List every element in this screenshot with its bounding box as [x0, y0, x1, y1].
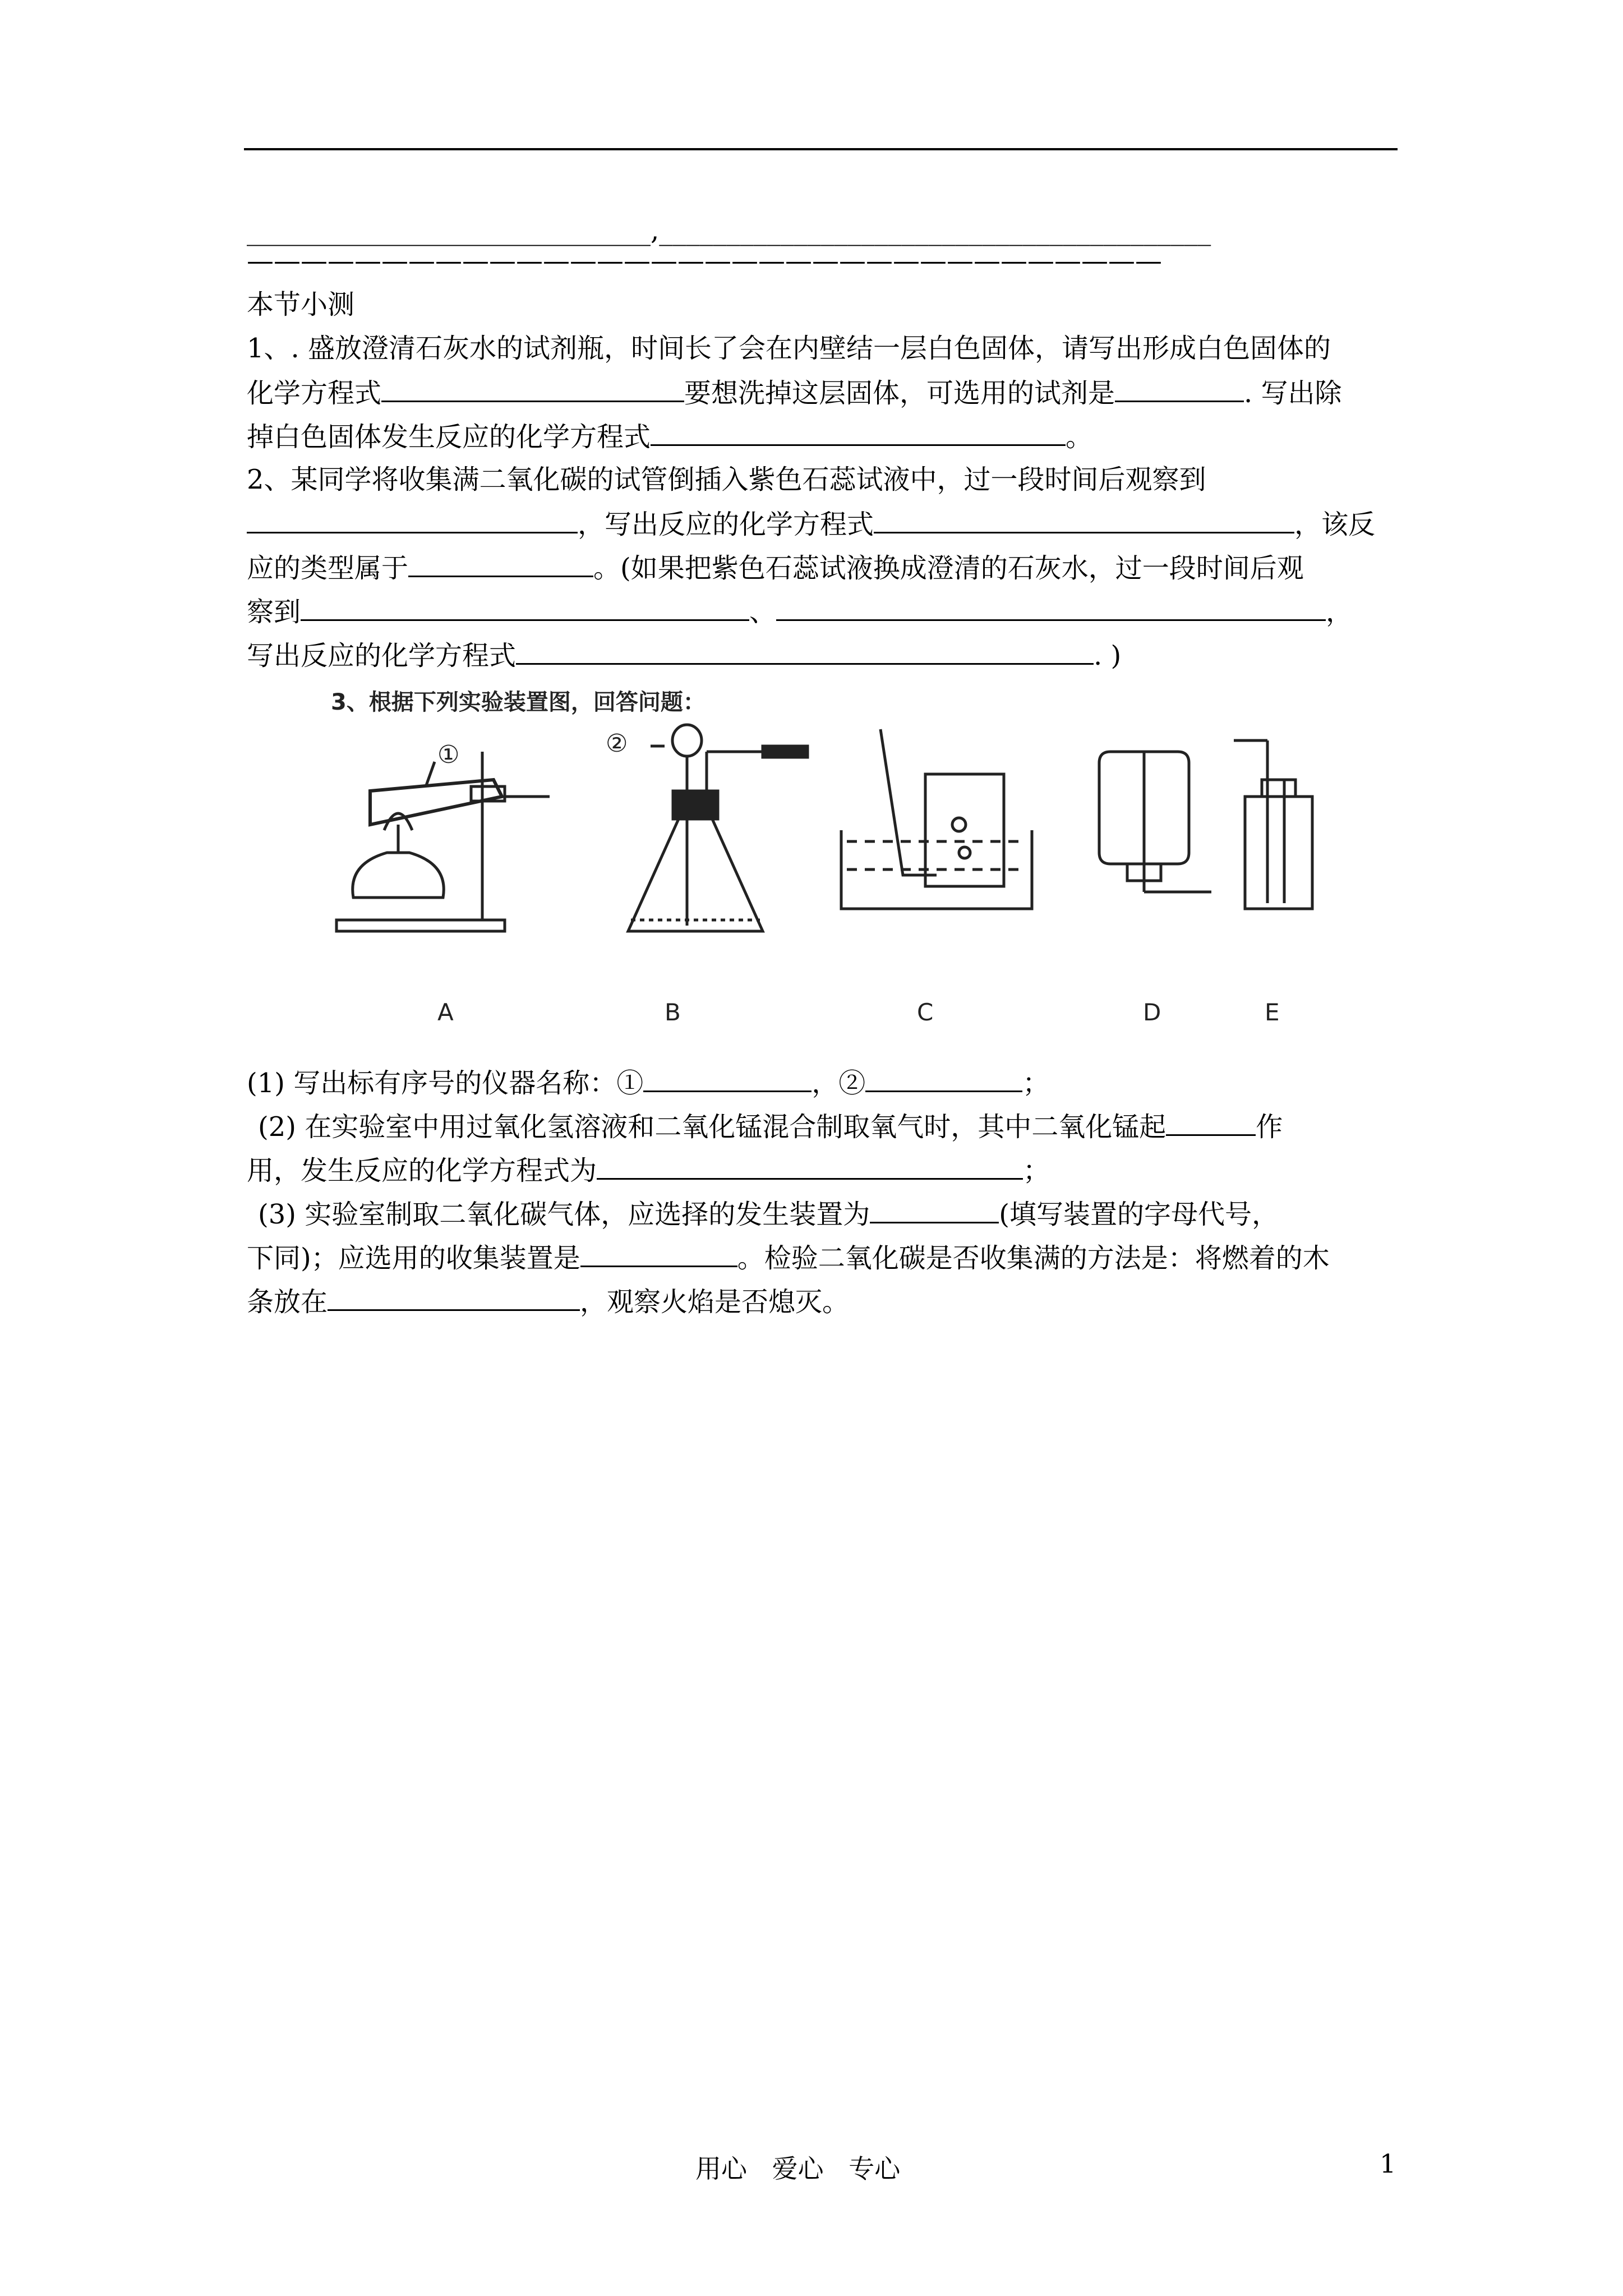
q3-p2-semicolon: ；	[1023, 1155, 1050, 1186]
q3-p3-end: ，观察火焰是否熄灭。	[580, 1286, 850, 1318]
top-blank-line-2: ——————————————————————————————————	[247, 245, 1162, 277]
q1-line-1	[247, 332, 1331, 365]
q3-p3-method: 。检验二氧化碳是否收集满的方法是：将燃着的木	[737, 1243, 1330, 1274]
q3-instrument-2-blank[interactable]	[865, 1066, 1022, 1092]
q2-observation-blank[interactable]	[247, 507, 578, 533]
header-rule	[244, 148, 1398, 150]
q3-p1-label: (1) 写出标有序号的仪器名称：①	[247, 1068, 644, 1099]
q2-label-observe: 察到	[247, 596, 301, 628]
q3-p3-hint: (填写装置的字母代号，	[999, 1199, 1279, 1230]
q3-part-3-line-2	[247, 1241, 1330, 1274]
apparatus-diagram	[314, 718, 1413, 999]
label-c: C	[917, 999, 934, 1026]
q1-label-equation: 化学方程式	[247, 378, 382, 409]
label-a: A	[437, 999, 454, 1026]
q1-label-reagent: 要想洗掉这层固体，可选用的试剂是	[684, 378, 1115, 409]
q3-generator-blank[interactable]	[870, 1197, 999, 1223]
q3-p3-place-label: 条放在	[247, 1286, 328, 1318]
q3-part-2-line-1	[258, 1110, 1283, 1143]
q1-end: 。	[1066, 421, 1093, 453]
q3-part-3-line-3	[247, 1285, 849, 1318]
q3-p1-end: ；	[1022, 1068, 1050, 1099]
marker-2: ②	[606, 729, 628, 758]
q2-label-equation-2: 写出反应的化学方程式	[247, 640, 517, 671]
q1-text: 1、. 盛放澄清石灰水的试剂瓶，时间长了会在内壁结一层白色固体，请写出形成白色固体的	[247, 333, 1331, 364]
q3-mno2-role-blank[interactable]	[1166, 1110, 1256, 1136]
q3-o2-equation-blank[interactable]	[597, 1153, 1023, 1180]
label-d: D	[1143, 999, 1161, 1026]
label-e: E	[1265, 999, 1280, 1026]
q2-limewater-observation-2-blank[interactable]	[776, 595, 1326, 621]
q1-line-2	[247, 376, 1342, 409]
q3-p3-text: (3) 实验室制取二氧化碳气体，应选择的发生装置为	[258, 1199, 870, 1230]
q2-line-2	[247, 507, 1375, 541]
apparatus-d	[1099, 752, 1211, 892]
apparatus-b	[606, 725, 808, 931]
q1-label-remove-equation: 掉白色固体发生反应的化学方程式	[247, 421, 651, 453]
q3-instrument-1-blank[interactable]	[643, 1066, 811, 1092]
q1-remove-equation-blank[interactable]	[651, 420, 1066, 446]
q3-p1-label-2: ，②	[811, 1068, 866, 1099]
q3-p2-equation-label: 用，发生反应的化学方程式为	[247, 1155, 597, 1186]
q2-line-4	[247, 595, 1353, 628]
section-title: 本节小测	[247, 289, 355, 320]
q2-text: 2、某同学将收集满二氧化碳的试管倒插入紫色石蕊试液中，过一段时间后观察到	[247, 464, 1206, 495]
top-blank-line-1: ______________________________,_________________________________________	[247, 215, 1211, 246]
q2-sep: 、	[749, 596, 777, 628]
q2-limewater-observation-1-blank[interactable]	[301, 595, 749, 621]
q1-reagent-blank[interactable]	[1115, 376, 1244, 402]
q2-end: . )	[1094, 640, 1122, 671]
q2-reaction-type-blank[interactable]	[408, 551, 593, 577]
marker-1: ①	[437, 740, 460, 769]
q2-limewater-text: 。(如果把紫色石蕊试液换成澄清的石灰水，过一段时间后观	[593, 553, 1304, 584]
q3-part-2-line-2	[247, 1153, 1050, 1187]
q1-label-remove: . 写出除	[1244, 378, 1342, 409]
q2-equation-blank[interactable]	[874, 507, 1294, 533]
q2-comma: ，	[1326, 596, 1353, 628]
apparatus-c	[841, 729, 1032, 909]
q3-p2-end: 作	[1256, 1111, 1283, 1143]
figure-title: 3、根据下列实验装置图，回答问题：	[331, 689, 706, 715]
apparatus-e	[1234, 740, 1312, 909]
q2-label-equation: ，写出反应的化学方程式	[578, 509, 874, 540]
q2-line-1	[247, 463, 1206, 496]
q1-line-3	[247, 420, 1092, 453]
q3-part-1	[247, 1066, 1049, 1099]
q3-part-3-line-1	[258, 1197, 1279, 1231]
q2-limewater-equation-blank[interactable]	[516, 638, 1094, 665]
q3-p3-collector-label: 下同)；应选用的收集装置是	[247, 1243, 580, 1274]
q1-equation-blank[interactable]	[381, 376, 684, 402]
q3-place-blank[interactable]	[328, 1285, 580, 1311]
footer-motto: 用心 爱心 专心	[695, 2154, 901, 2184]
label-b: B	[665, 999, 681, 1026]
q3-collector-blank[interactable]	[580, 1241, 737, 1267]
page-number: 1	[1380, 2148, 1396, 2179]
q2-label-type: ，该反	[1294, 509, 1376, 540]
q2-label-reaction-type: 应的类型属于	[247, 553, 409, 584]
q3-p2-text: (2) 在实验室中用过氧化氢溶液和二氧化锰混合制取氧气时，其中二氧化锰起	[258, 1111, 1166, 1143]
apparatus-figure	[314, 684, 1413, 1043]
q2-line-5	[247, 638, 1121, 672]
apparatus-a	[336, 740, 550, 931]
q2-line-3	[247, 551, 1304, 585]
